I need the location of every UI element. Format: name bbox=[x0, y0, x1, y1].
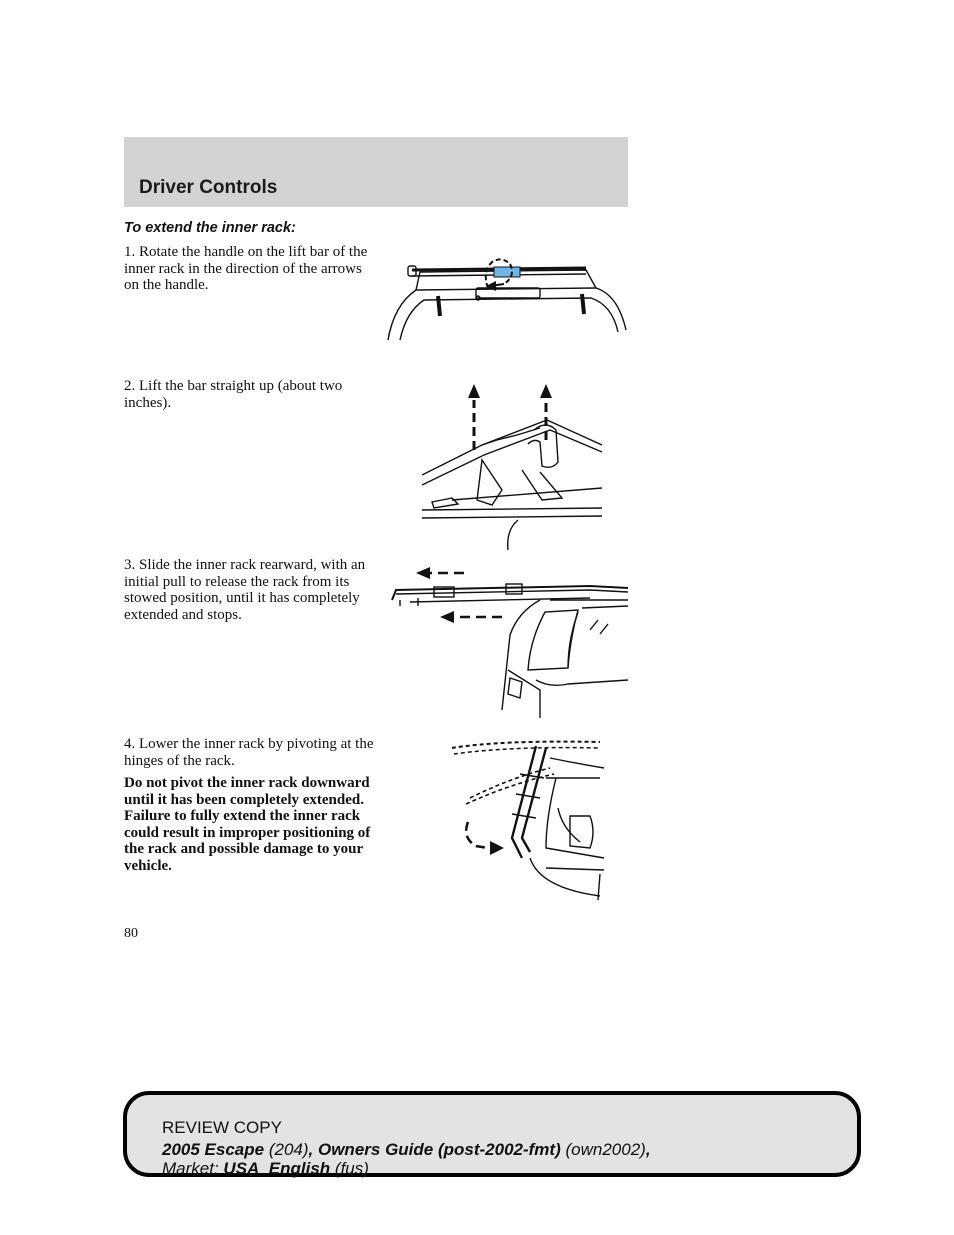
footer-model-line bbox=[162, 1140, 651, 1160]
footer-review-copy: REVIEW COPY bbox=[162, 1118, 282, 1137]
step-3-text: 3. Slide the inner rack rearward, with an initial pull to release the rack from its stowed position, until it has completely extended and stops. bbox=[124, 557, 366, 623]
footer-market-code: (fus) bbox=[334, 1159, 369, 1178]
footer-market-label: Market: bbox=[162, 1159, 219, 1178]
footer-market-line bbox=[162, 1159, 369, 1179]
figure-pivot-rack bbox=[450, 738, 606, 900]
step-1-text: 1. Rotate the handle on the lift bar of the inner rack in the direction of the arrows on the handle. bbox=[124, 244, 368, 293]
subheading: To extend the inner rack: bbox=[124, 220, 296, 236]
step-4-text: 4. Lower the inner rack by pivoting at the hinges of the rack. bbox=[124, 736, 374, 769]
step-2-text: 2. Lift the bar straight up (about two inches). bbox=[124, 378, 343, 411]
figure-lift-bar bbox=[422, 380, 606, 550]
figure-rotate-handle bbox=[386, 250, 630, 345]
figure-slide-rack bbox=[390, 560, 630, 718]
footer-guide: Owners Guide (post-2002-fmt) bbox=[317, 1140, 561, 1159]
section-title: Driver Controls bbox=[139, 177, 278, 198]
warning-text: Do not pivot the inner rack downward until it has been completely extended. Failure to fully extend the inner rack could result in improper positioning of the rack and possible damage to your vehicle. bbox=[124, 775, 371, 874]
footer-model: 2005 Escape bbox=[162, 1140, 265, 1159]
footer-sep2: , bbox=[645, 1140, 651, 1159]
footer-sep1: , bbox=[308, 1140, 314, 1159]
footer-guide-code: (own2002) bbox=[565, 1140, 646, 1159]
page-number: 80 bbox=[124, 926, 138, 941]
footer-model-code: (204) bbox=[268, 1140, 309, 1159]
footer-market: USA_English bbox=[223, 1159, 331, 1178]
